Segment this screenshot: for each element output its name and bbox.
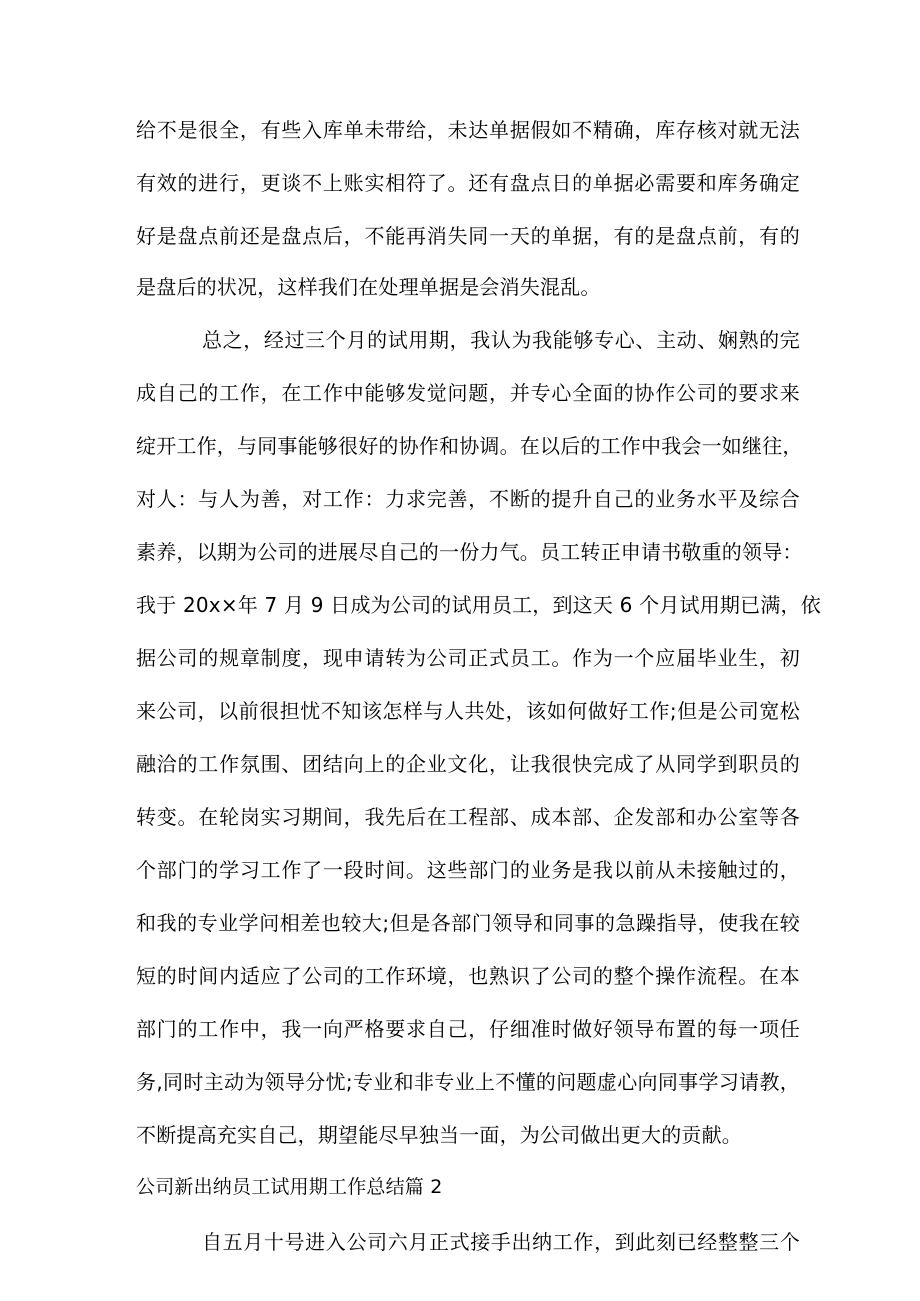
text-line: 和我的专业学问相差也较大;但是各部门领导和同事的急躁指导，使我在较 (136, 911, 800, 935)
text-line: 素养，以期为公司的进展尽自己的一份力气。员工转正申请书敬重的领导： (136, 540, 803, 564)
text-line: 来公司，以前很担忧不知该怎样与人共处，该如何做好工作;但是公司宽松 (136, 699, 800, 723)
text-line: 务,同时主动为领导分忧;专业和非专业上不懂的问题虚心向同事学习请教， (136, 1070, 800, 1094)
text-line: 我于 20x×年 7 月 9 日成为公司的试用员工，到这天 6 个月试用期已满，依 (136, 593, 821, 617)
text-line: 是盘后的状况，这样我们在处理单据是会消失混乱。 (136, 275, 601, 299)
text-line: 对人：与人为善，对工作：力求完善，不断的提升自己的业务水平及综合 (136, 487, 800, 511)
section-heading: 公司新出纳员工试用期工作总结篇 2 (136, 1176, 443, 1198)
text-line: 有效的进行，更谈不上账实相符了。还有盘点日的单据必需要和库务确定 (136, 171, 800, 195)
text-line: 部门的工作中，我一向严格要求自己，仔细准时做好领导布置的每一项任 (136, 1017, 800, 1041)
text-line: 个部门的学习工作了一段时间。这些部门的业务是我以前从未接触过的， (136, 858, 800, 882)
text-line: 好是盘点前还是盘点后，不能再消失同一天的单据，有的是盘点前，有的 (136, 224, 800, 248)
paragraph-start-line: 自五月十号进入公司六月正式接手出纳工作，到此刻已经整整三个 (202, 1230, 800, 1254)
text-line: 短的时间内适应了公司的工作环境，也熟识了公司的整个操作流程。在本 (136, 964, 800, 988)
text-line: 据公司的规章制度，现申请转为公司正式员工。作为一个应届毕业生，初 (136, 646, 800, 670)
paragraph-start-line: 总之，经过三个月的试用期，我认为我能够专心、主动、娴熟的完 (202, 328, 800, 352)
text-line: 成自己的工作，在工作中能够发觉问题，并专心全面的协作公司的要求来 (136, 381, 800, 405)
text-line: 不断提高充实自己，期望能尽早独当一面，为公司做出更大的贡献。 (136, 1123, 742, 1147)
text-line: 给不是很全，有些入库单未带给，未达单据假如不精确，库存核对就无法 (136, 118, 800, 142)
text-line: 融洽的工作氛围、团结向上的企业文化，让我很快完成了从同学到职员的 (136, 752, 800, 776)
text-line: 绽开工作，与同事能够很好的协作和协调。在以后的工作中我会一如继往， (136, 434, 803, 458)
text-line: 转变。在轮岗实习期间，我先后在工程部、成本部、企发部和办公室等各 (136, 805, 800, 829)
